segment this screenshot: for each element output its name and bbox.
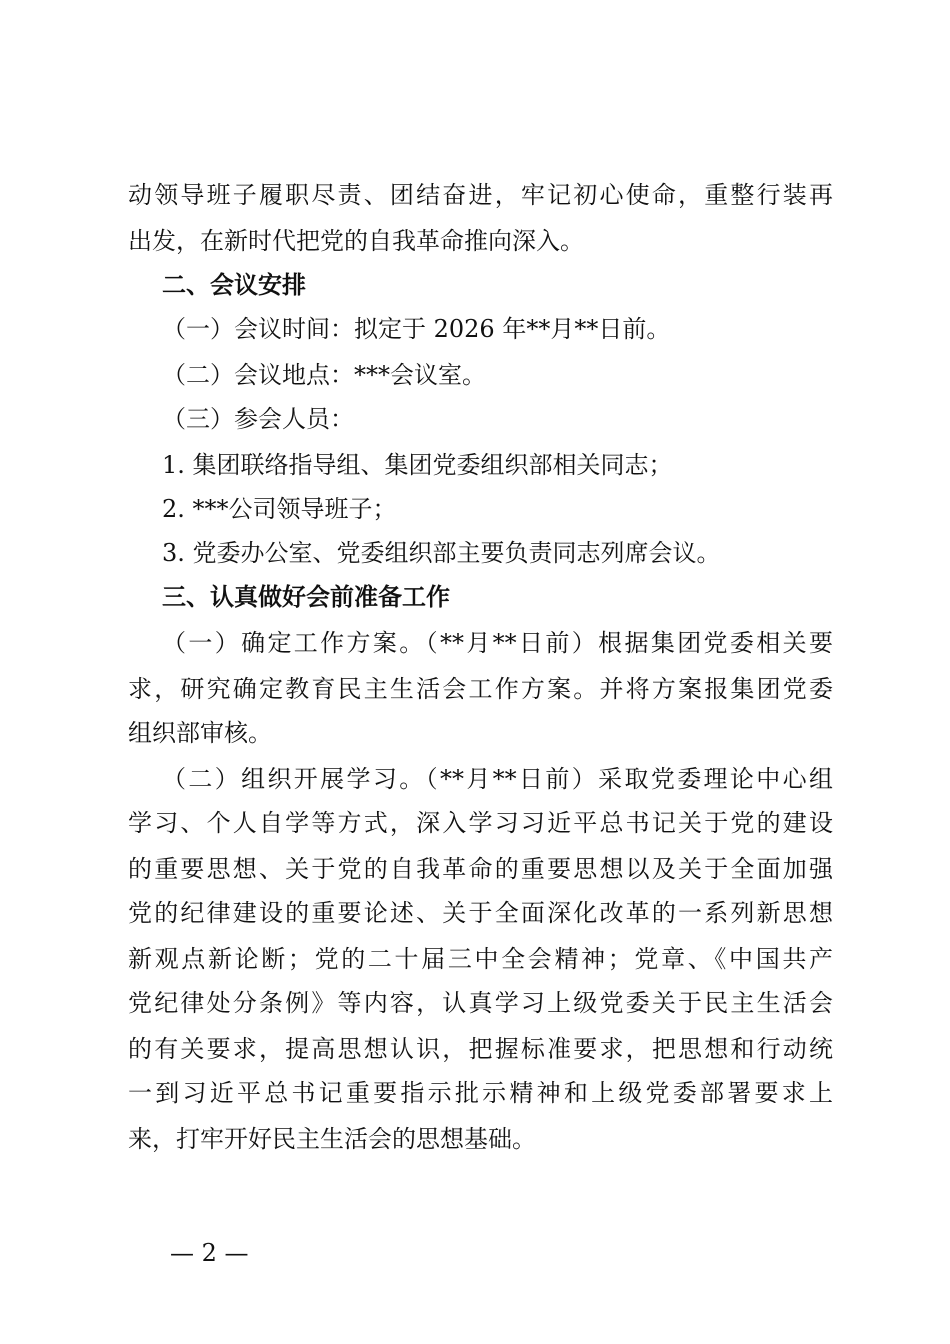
meeting-time-line: （一）会议时间：拟定于 2026 年**月**日前。: [162, 315, 671, 343]
meeting-place-line: （二）会议地点：***会议室。: [162, 361, 486, 389]
body-line: 动领导班子履职尽责、团结奋进，牢记初心使命，重整行装再: [128, 181, 833, 209]
page-number: — 2 —: [170, 1239, 249, 1267]
body-line: 出发，在新时代把党的自我革命推向深入。: [128, 227, 584, 255]
body-line: 学习、个人自学等方式，深入学习习近平总书记关于党的建设: [128, 809, 833, 837]
body-line: （一）确定工作方案。（**月**日前）根据集团党委相关要: [162, 629, 833, 657]
body-line: 党纪律处分条例》等内容，认真学习上级党委关于民主生活会: [128, 989, 833, 1017]
body-line: 求，研究确定教育民主生活会工作方案。并将方案报集团党委: [128, 675, 833, 703]
attendees-line: （三）参会人员：: [162, 405, 354, 433]
attendee-item: 1. 集团联络指导组、集团党委组织部相关同志；: [162, 451, 673, 479]
body-line: 新观点新论断；党的二十届三中全会精神；党章、《中国共产: [128, 945, 833, 973]
section-heading: 三、认真做好会前准备工作: [162, 583, 450, 611]
body-line: 的有关要求，提高思想认识，把握标准要求，把思想和行动统: [128, 1035, 833, 1063]
attendee-item: 3. 党委办公室、党委组织部主要负责同志列席会议。: [162, 539, 721, 567]
body-line: 党的纪律建设的重要论述、关于全面深化改革的一系列新思想: [128, 899, 833, 927]
body-line: 的重要思想、关于党的自我革命的重要思想以及关于全面加强: [128, 855, 833, 883]
body-line: 来，打牢开好民主生活会的思想基础。: [128, 1125, 536, 1153]
body-line: （二）组织开展学习。（**月**日前）采取党委理论中心组: [162, 765, 833, 793]
attendee-item: 2. ***公司领导班子；: [162, 495, 397, 523]
section-heading: 二、会议安排: [162, 271, 306, 299]
body-line: 组织部审核。: [128, 719, 272, 747]
body-line: 一到习近平总书记重要指示批示精神和上级党委部署要求上: [128, 1079, 833, 1107]
